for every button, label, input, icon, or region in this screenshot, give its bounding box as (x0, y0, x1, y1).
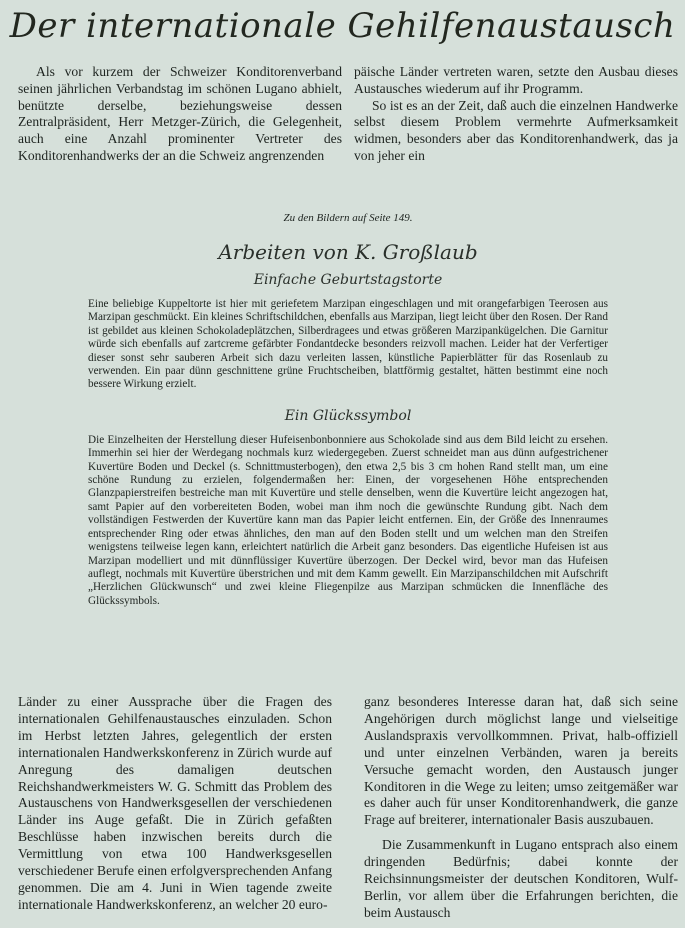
photo-caption-box (88, 212, 608, 618)
body-paragraph: ganz besonderes Interesse daran hat, daß sich seine Angehörigen durch möglichst lange und vielseitige Auslandspraxis vervollkommnen. Privat, halb-offiziell und unter einzelnen Verbänden, waren ja bereits Versuche gemacht worden, den Austausch junger Konditoren in die Wege zu leiten; umso zeitgemäßer war es daher auch für unser Konditorenhandwerk, die ganze Frage auf breiterer, internationaler Basis auszubauen. (364, 694, 678, 828)
insert-title: Arbeiten von K. Großlaub (218, 240, 478, 264)
section-text-birthday-cake: Eine beliebige Kuppeltorte ist hier mit geriefetem Marzipan eingeschlagen und mit orangefarbigen Teerosen aus Marzipan geschmückt. Ein kleines Schriftschildchen, ebenfalls aus Marzipan, liegt leicht über den Rosen. Der Rand ist gebildet aus kleinen Schokoladeplätzchen, Silberdragees und etwas größeren Marzipankügelchen. Die Garnitur würde sich ebenfalls auf zartcreme gefärbter Fondantdecke besonders reizvoll machen. Leider hat der Verfertiger dieser sonst sehr sauberen Arbeit sich dazu verleiten lassen, künstliche Papierblätter für das Rosenlaub zu verwenden. Ein paar dünn geschnittene grüne Fruchtscheiben, blattförmig gestaltet, hätten bestimmt eine noch bessere Wirkung erzielt. (88, 298, 608, 391)
continued-columns (18, 694, 678, 922)
bottom-column-right (364, 694, 678, 922)
section-title-birthday-cake: Einfache Geburtstagstorte (253, 272, 443, 288)
bottom-column-left (18, 694, 332, 922)
article-title: Der internationale Gehilfenaustausch (9, 6, 676, 46)
section-title-lucky-symbol: Ein Glückssymbol (284, 407, 412, 424)
section-text-lucky-symbol: Die Einzelheiten der Herstellung dieser Hufeisenbonbonniere aus Schokolade sind aus dem Bild leicht zu ersehen. Immerhin sei hier der Werdegang nochmals kurz wiedergegeben. Zuerst schneidet man aus dünn aufgestrichener Kuvertüre Boden und Deckel (s. Schnittmusterbogen), den etwa 2,5 bis 3 cm hohen Rand stellt man, um eine schöne Rundung zu erzielen, folgendermaßen her: Einen, der vorgesehenen Höhe entsprechenden Glanzpapierstreifen bestreiche man mit Kuvertüre und stelle denselben, wenn die Kuvertüre leicht angezogen hat, samt Papier auf den vorbereiteten Boden, wobei man ihm noch die gewünschte Rundung gibt. Nach dem vollständigen Festwerden der Kuvertüre kann man das Papier leicht entfernen. Ein, der Größe des Innenraumes entsprechender Ring oder etwas ähnliches, den man auf den Boden stellt und um welchen man den Streifen wenigstens teilweise legen kann, erleichtert natürlich die Arbeit ganz besonders. Das eigentliche Hufeisen ist aus Marzipan modelliert und mit dünnflüssiger Kuvertüre überzogen. Der Deckel wird, bevor man das Hufeisen auflegt, nochmals mit Kuvertüre überstrichen und mit dem Kamm gewellt. Ein Marzipanschildchen mit Aufschrift „Herzlichen Glückwunsch“ und zwei kleine Fliegenpilze aus Marzipan schmücken die Innenfläche des Glückssymbols. (88, 433, 608, 607)
intro-paragraph: So ist es an der Zeit, daß auch die einzelnen Handwerke selbst diesem Problem vermehrte Aufmerksamkeit widmen, besonders aber das Konditorenhandwerk, das ja von jeher ein (354, 97, 678, 163)
intro-paragraph-continued: päische Länder vertreten waren, setzte den Ausbau dieses Austausches wiederum auf ihr Programm. (354, 64, 678, 96)
page-reference: Zu den Bildern auf Seite 149. (283, 212, 413, 224)
intro-column-right (354, 64, 678, 165)
intro-column-left (18, 64, 342, 165)
body-paragraph: Länder zu einer Aussprache über die Fragen des internationalen Gehilfenaustausches einzuladen. Schon im Herbst letzten Jahres, gelegentlich der ersten internationalen Handwerkskonferenz in Zürich wurde auf Anregung des damaligen deutschen Reichshandwerkmeisters W. G. Schmitt das Problem des Austauschens von Handwerksgesellen der verschiedenen Länder ins Auge gefaßt. Die in Zürich gefaßten Beschlüsse haben inzwischen bereits durch die Vermittlung von etwa 100 Handwerksgesellen verschiedener Berufe einen erfolgversprechenden Anfang genommen. Die am 4. Juni in Wien tagende zweite internationale Handwerkskonferenz, an welcher 20 euro- (18, 694, 332, 912)
body-paragraph: Die Zusammenkunft in Lugano entsprach also einem dringenden Bedürfnis; dabei konnte der Reichsinnungsmeister der deutschen Konditoren, Wulf-Berlin, vor allem über die Erfahrungen berichten, die beim Austausch (364, 837, 678, 920)
intro-columns (18, 64, 678, 165)
intro-paragraph: Als vor kurzem der Schweizer Konditorenverband seinen jährlichen Verbandstag im schönen Lugano abhielt, benützte derselbe, beziehungsweise dessen Zentralpräsident, Herr Metzger-Zürich, die Gelegenheit, auch eine Anzahl prominenter Vertreter des Konditorenhandwerks der an die Schweiz angrenzenden (18, 64, 342, 163)
